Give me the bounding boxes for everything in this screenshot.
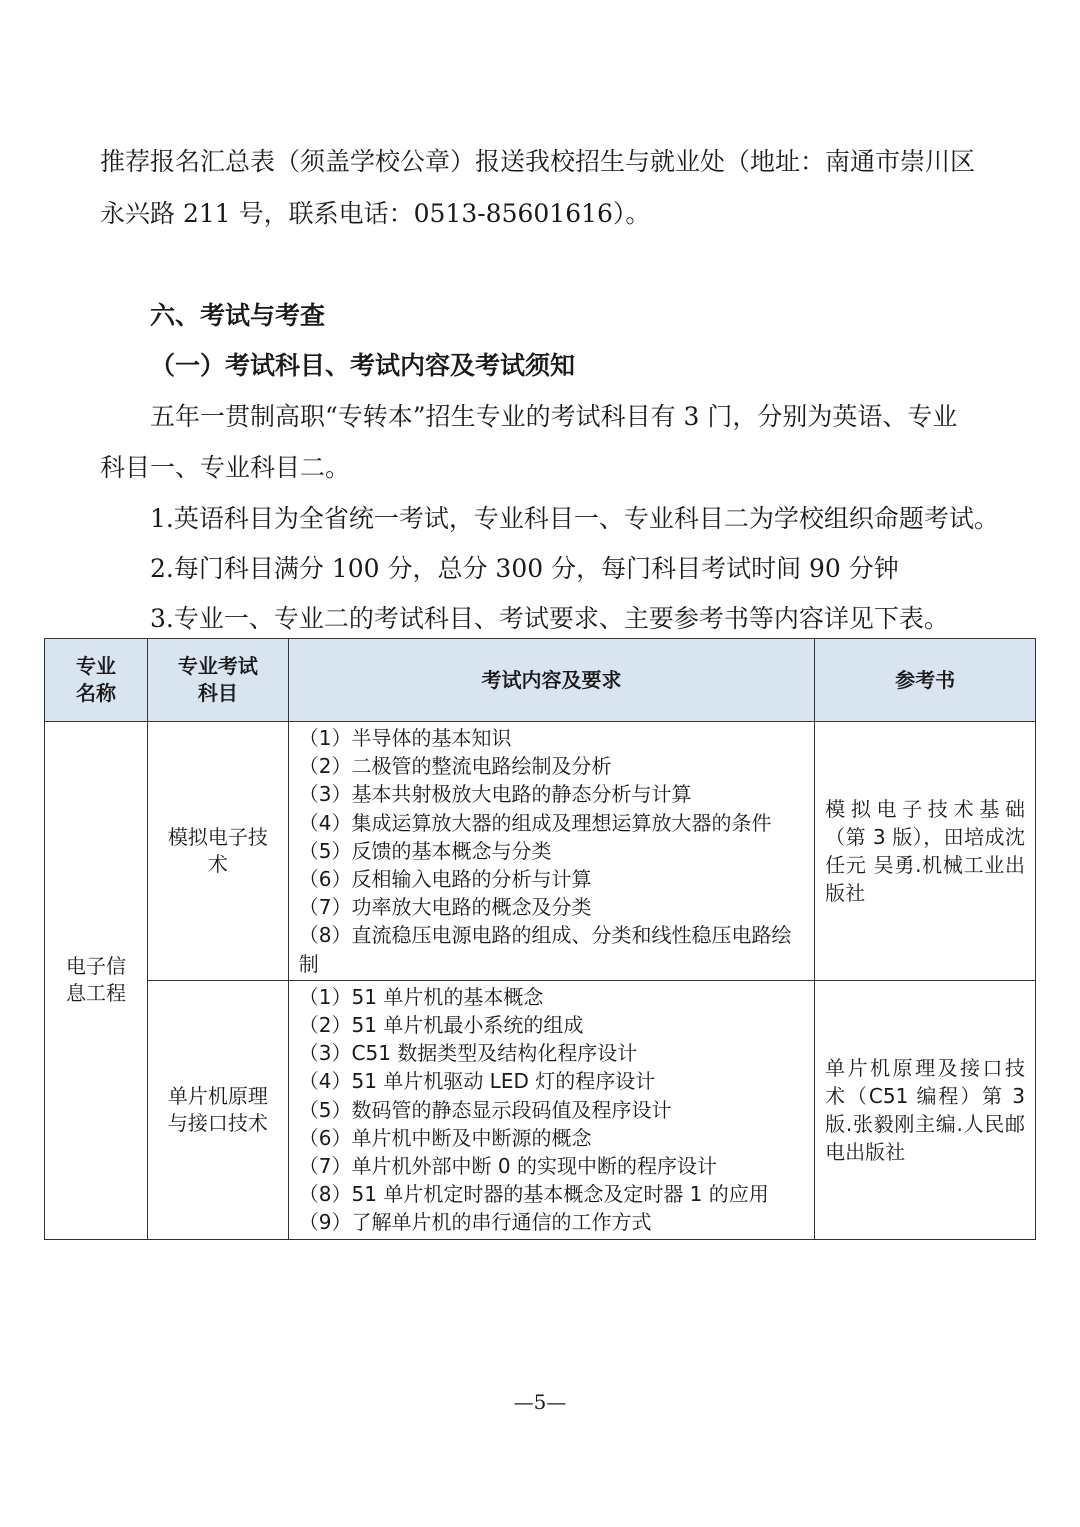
content-item: （4）集成运算放大器的组成及理想运算放大器的条件 (298, 810, 772, 835)
content-item: （3）基本共射极放大电路的静态分析与计算 (298, 782, 692, 807)
subject-cell: 模拟电子技 术 (147, 722, 288, 981)
content-cell (288, 722, 814, 981)
content-item: （6）单片机中断及中断源的概念 (298, 1125, 592, 1150)
header-content: 考试内容及要求 (288, 639, 814, 722)
list-item: 1.英语科目为全省统一考试，专业科目一、专业科目二为学校组织命题考试。 (150, 504, 999, 533)
page-number: —5— (513, 1390, 567, 1414)
header-subject: 专业考试 科目 (147, 639, 288, 722)
header-major: 专业 名称 (45, 639, 148, 722)
section-title: 六、考试与考查 (150, 301, 326, 330)
content-item: （2）二极管的整流电路绘制及分析 (298, 754, 612, 779)
content-item: （1）51 单片机的基本概念 (298, 984, 544, 1009)
paragraph-line: 推荐报名汇总表（须盖学校公章）报送我校招生与就业处（地址：南通市崇川区 (100, 147, 976, 176)
paragraph-line: 永兴路 211 号，联系电话：0513-85601616）。 (100, 199, 651, 228)
content-cell (288, 980, 814, 1239)
table-header-row (45, 639, 1036, 722)
content-item: （2）51 单片机最小系统的组成 (298, 1013, 584, 1038)
list-item: 3.专业一、专业二的考试科目、考试要求、主要参考书等内容详见下表。 (150, 604, 949, 633)
content-item: （7）单片机外部中断 0 的实现中断的程序设计 (298, 1154, 717, 1179)
content-item: （1）半导体的基本知识 (298, 726, 512, 750)
content-item: （4）51 单片机驱动 LED 灯的程序设计 (298, 1069, 656, 1094)
table-row (45, 722, 1036, 981)
content-item: （5）数码管的静态显示段码值及程序设计 (298, 1097, 672, 1122)
paragraph-line: 五年一贯制高职“专转本”招生专业的考试科目有 3 门，分别为英语、专业 (150, 402, 958, 431)
content-item: （7）功率放大电路的概念及分类 (298, 895, 592, 920)
list-item: 2.每门科目满分 100 分，总分 300 分，每门科目考试时间 90 分钟 (150, 554, 899, 583)
content-item: （8）51 单片机定时器的基本概念及定时器 1 的应用 (298, 1182, 769, 1207)
subsection-title: （一）考试科目、考试内容及考试须知 (150, 351, 576, 380)
book-cell: 模拟电子技术基础（第 3 版），田培成沈任元 吴勇.机械工业出版社 (815, 722, 1036, 981)
table-row (45, 980, 1036, 1239)
content-item: （8）直流稳压电源电路的组成、分类和线性稳压电路绘制 (298, 923, 792, 976)
subject-cell: 单片机原理 与接口技术 (147, 980, 288, 1239)
content-item: （6）反相输入电路的分析与计算 (298, 867, 592, 892)
content-item: （9）了解单片机的串行通信的工作方式 (298, 1210, 652, 1235)
book-cell: 单片机原理及接口技术（C51 编程）第 3 版.张毅刚主编.人民邮电出版社 (815, 980, 1036, 1239)
exam-table (44, 638, 1036, 1240)
paragraph-line: 科目一、专业科目二。 (100, 453, 351, 482)
header-book: 参考书 (815, 639, 1036, 722)
content-item: （5）反馈的基本概念与分类 (298, 838, 552, 863)
major-name-cell: 电子信 息工程 (45, 722, 148, 1240)
content-item: （3）C51 数据类型及结构化程序设计 (298, 1041, 638, 1066)
